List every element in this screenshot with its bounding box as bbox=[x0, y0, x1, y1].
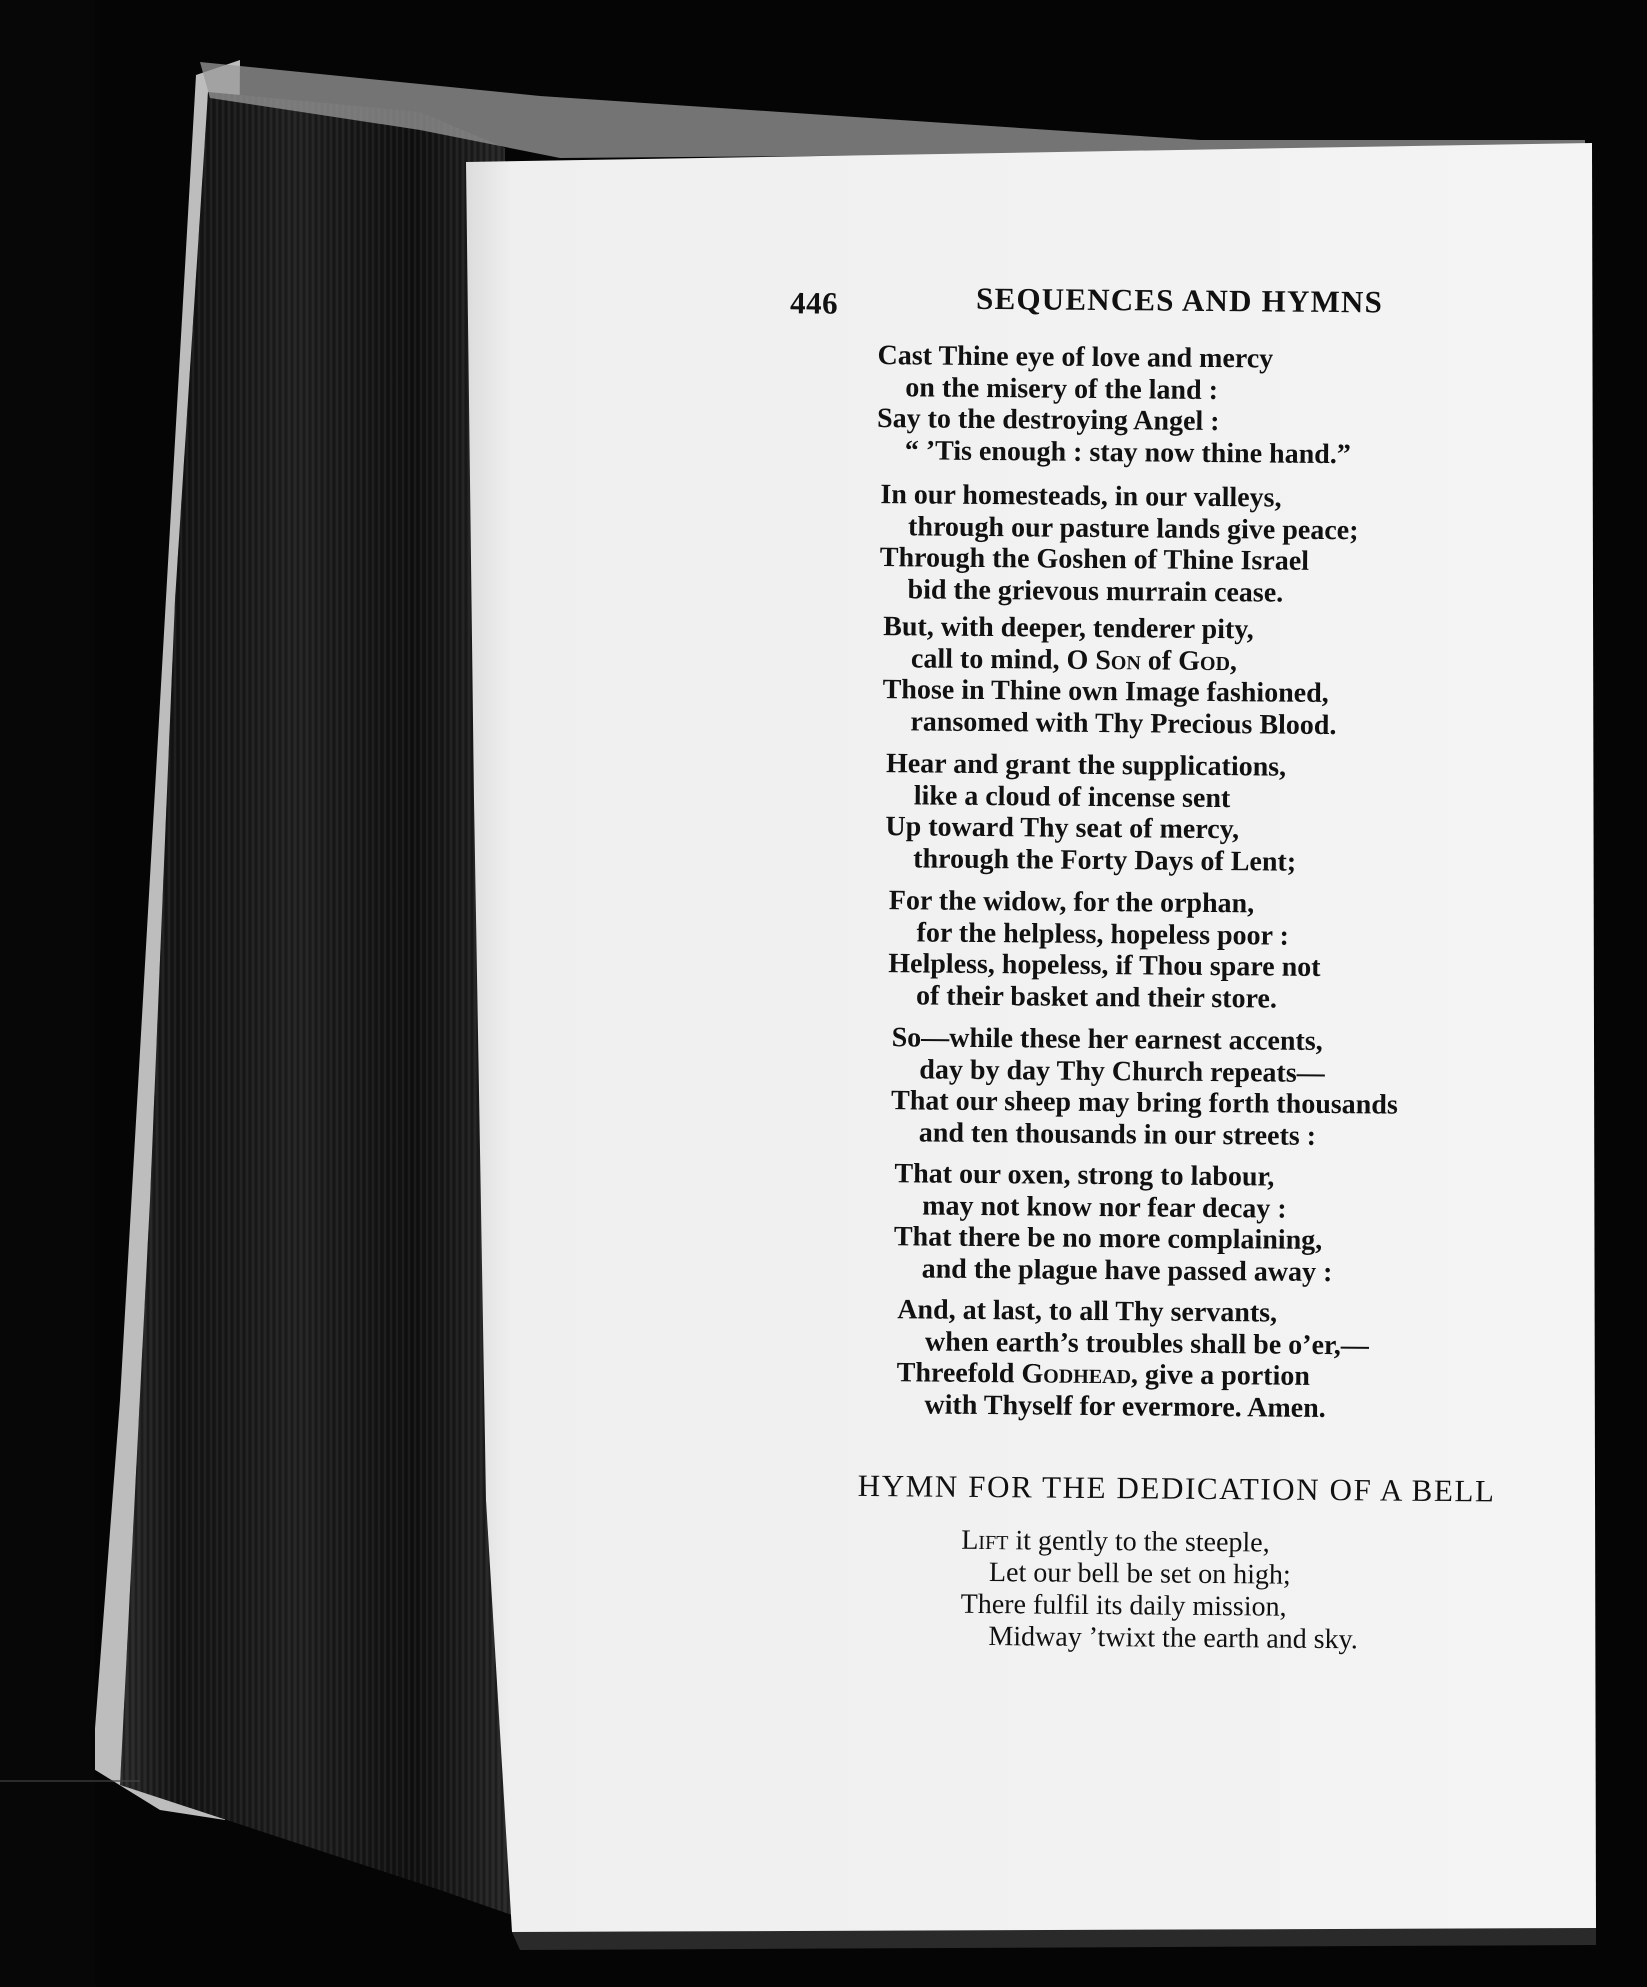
stanza-line bbox=[883, 643, 1337, 678]
stanza-line: Say to the destroying Angel : bbox=[876, 403, 1220, 438]
stanza-line: That there be no more complaining, bbox=[893, 1221, 1323, 1256]
call-to-mind-text: call to mind, O bbox=[910, 642, 1096, 676]
stanza-line: In our homesteads, in our valleys, bbox=[880, 479, 1282, 514]
stanza-line: “ ’Tis enough : stay now thine hand.” bbox=[904, 434, 1351, 470]
stanza-line: ransomed with Thy Precious Blood. bbox=[910, 705, 1337, 741]
stanza-line: through the Forty Days of Lent; bbox=[913, 842, 1297, 878]
lift-rest-text: it gently to the steeple, bbox=[1008, 1525, 1270, 1559]
small-caps-lift: Lift bbox=[961, 1524, 1009, 1557]
stanza-line: through our pasture lands give peace; bbox=[907, 510, 1359, 546]
stanza-line: That our sheep may bring forth thousands bbox=[890, 1085, 1398, 1121]
stanza-line: Cast Thine eye of love and mercy bbox=[877, 340, 1274, 375]
stanza bbox=[888, 885, 1321, 1015]
small-caps-son: Son bbox=[1095, 644, 1142, 676]
of-text: of bbox=[1140, 644, 1179, 677]
stanza-line: That our oxen, strong to labour, bbox=[894, 1158, 1275, 1193]
stanza bbox=[894, 1158, 1334, 1288]
stanza bbox=[891, 1022, 1399, 1152]
stanza-line: on the misery of the land : bbox=[905, 371, 1219, 406]
stanza-line: of their basket and their store. bbox=[915, 979, 1278, 1015]
stanza-line: Hear and grant the supplications, bbox=[885, 748, 1287, 783]
stanza-line: and ten thousands in our streets : bbox=[918, 1116, 1317, 1152]
stanza-line: So—while these her earnest accents, bbox=[891, 1022, 1323, 1057]
stanza-line: and the plague have passed away : bbox=[921, 1252, 1333, 1288]
stanza-line: day by day Thy Church repeats— bbox=[919, 1053, 1325, 1089]
stanza-line: Through the Goshen of Thine Israel bbox=[879, 542, 1310, 577]
threefold-text: Threefold bbox=[896, 1357, 1022, 1390]
stanza-line: bid the grievous murrain cease. bbox=[907, 573, 1284, 609]
stanza-line: Helpless, hopeless, if Thou spare not bbox=[888, 948, 1321, 983]
stanza bbox=[882, 611, 1337, 741]
stanza-line: And, at last, to all Thy servants, bbox=[897, 1294, 1278, 1329]
small-caps-god: God bbox=[1178, 645, 1231, 677]
stanza-line: may not know nor fear decay : bbox=[922, 1189, 1287, 1225]
bell-hymn-line: There fulfil its daily mission, bbox=[960, 1588, 1287, 1623]
stanza-line: But, with deeper, tenderer pity, bbox=[883, 611, 1254, 646]
page-number: 446 bbox=[789, 285, 839, 321]
stanza-line: Those in Thine own Image fashioned, bbox=[882, 674, 1329, 709]
stanza-line: for the helpless, hopeless poor : bbox=[916, 916, 1290, 952]
stanza-line: Up toward Thy seat of mercy, bbox=[885, 811, 1240, 846]
bell-hymn-line: Let our bell be set on high; bbox=[988, 1557, 1291, 1591]
hymn-title: HYMN FOR THE DEDICATION OF A BELL bbox=[857, 1467, 1496, 1509]
stanza bbox=[896, 1294, 1369, 1424]
stanza-line bbox=[897, 1357, 1369, 1393]
stanza-line: like a cloud of incense sent bbox=[913, 779, 1231, 814]
bell-hymn-line: Midway ’twixt the earth and sky. bbox=[988, 1621, 1358, 1656]
stanza bbox=[885, 748, 1297, 878]
stanza-line: For the widow, for the orphan, bbox=[888, 885, 1255, 920]
give-a-portion-text: , give a portion bbox=[1130, 1359, 1311, 1392]
running-head: SEQUENCES AND HYMNS bbox=[975, 280, 1384, 320]
stanza bbox=[877, 340, 1352, 470]
stanza-line: with Thyself for evermore. Amen. bbox=[924, 1388, 1326, 1424]
stanza-line: when earth’s troubles shall be o’er,— bbox=[924, 1325, 1369, 1361]
bell-hymn-line bbox=[961, 1525, 1359, 1560]
comma-text: , bbox=[1229, 645, 1238, 677]
bell-hymn-stanza bbox=[960, 1525, 1358, 1656]
small-caps-godhead: Godhead bbox=[1021, 1358, 1132, 1391]
stanza bbox=[879, 479, 1358, 609]
